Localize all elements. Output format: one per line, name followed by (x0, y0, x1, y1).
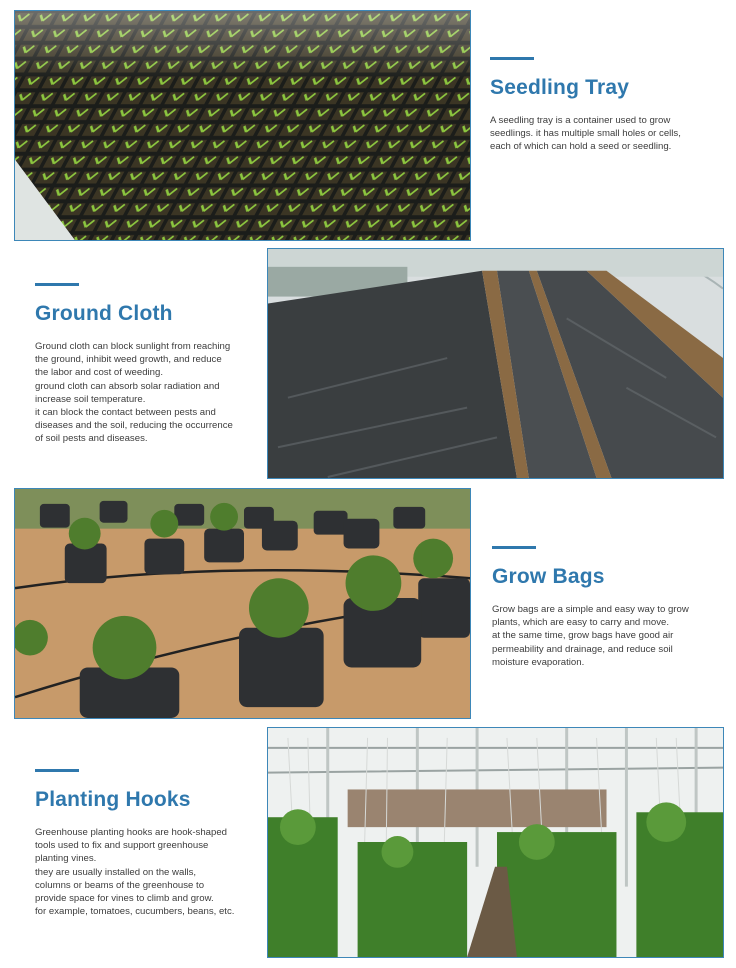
section-description: A seedling tray is a container used to grow seedlings. it has multiple small holes or cells, each of which can hold a seed or seedling. (490, 115, 681, 153)
grow-bags-section (492, 546, 732, 669)
section-description: Grow bags are a simple and easy way to grow plants, which are easy to carry and move. at the same time, grow bags have good air permeability and drainage, and reduce soil moisture evaporation. (492, 604, 689, 668)
grow-bags-photo (14, 488, 471, 719)
section-description: Ground cloth can block sunlight from reaching the ground, inhibit weed growth, and reduce the labor and cost of weeding. ground cloth can absorb solar radiation and increase soil temperature. it can block the contact between pests and diseases and the soil, reducing the occurrence of soil pests and diseases. (35, 341, 233, 445)
section-title: Planting Hooks (35, 788, 191, 811)
accent-line (492, 546, 536, 549)
accent-line (35, 769, 79, 772)
seedling-tray-section (490, 57, 730, 154)
ground-cloth-photo (267, 248, 724, 479)
section-title: Grow Bags (492, 565, 605, 588)
planting-hooks-section (35, 769, 265, 918)
section-title: Seedling Tray (490, 76, 630, 99)
seedling-tray-photo (14, 10, 471, 241)
planting-hooks-photo (267, 727, 724, 958)
accent-line (490, 57, 534, 60)
ground-cloth-section (35, 283, 265, 446)
accent-line (35, 283, 79, 286)
section-title: Ground Cloth (35, 302, 173, 325)
section-description: Greenhouse planting hooks are hook-shaped tools used to fix and support greenhouse planting vines. they are usually installed on the walls, columns or beams of the greenhouse to provide space for vines to climb and grow. for example, tomatoes, cucumbers, beans, etc. (35, 827, 235, 918)
